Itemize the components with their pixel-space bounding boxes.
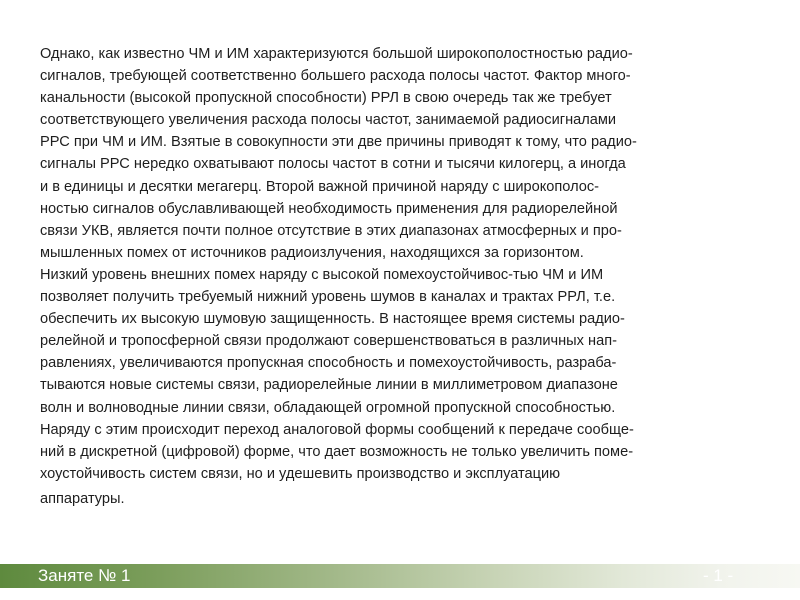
footer-title: Заняте № 1 [38,566,131,585]
text-line: равлениях, увеличиваются пропускная способность и помехоустойчивость, разраба- [40,355,617,372]
text-line: Однако, как известно ЧМ и ИМ характеризуются большой широкополостностью радио- [40,46,633,62]
text-line: хоустойчивость систем связи, но и удешевить производство и эксплуатацию [40,465,561,482]
text-line: сигналов, требующей соответственно большего расхода полосы частот. Фактор много- [40,68,631,85]
body-text [40,43,775,510]
text-line: обеспечить их высокую шумовую защищенность. В настоящее время системы радио- [40,311,625,328]
text-line: релейной и тропосферной связи продолжают совершенствоваться в различных нап- [40,333,617,350]
text-line: соответствующего увеличения расхода полосы частот, занимаемой радиосигналами [40,112,617,129]
text-line: РРС при ЧМ и ИМ. Взятые в совокупности эти две причины приводят к тому, что радио- [40,134,637,151]
text-line: связи УКВ, является почти полное отсутствие в этих диапазонах атмосферных и про- [40,222,622,239]
footer-bar [0,564,800,588]
text-line: ний в дискретной (цифровой) форме, что дает возможность не только увеличить поме- [40,443,634,460]
text-line: и в единицы и десятки мегагерц. Второй важной причиной наряду с широкополос- [40,178,600,195]
text-line: Наряду с этим происходит переход аналоговой формы сообщений к передаче сообще- [40,421,634,438]
text-line: позволяет получить требуемый нижний уровень шумов в каналах и трактах РРЛ, т.е. [40,289,616,306]
text-line: Низкий уровень внешних помех наряду с высокой помехоустойчивос-тью ЧМ и ИМ [40,266,604,283]
text-line: аппаратуры. [40,490,125,507]
page-number: - 1 - [703,566,734,585]
text-line: мышленных помех от источников радиоизлучения, находящихся за горизонтом. [40,244,584,261]
text-line: канальности (высокой пропускной способности) РРЛ в свою очередь так же требует [40,90,612,107]
text-line: сигналы РРС нередко охватывают полосы частот в сотни и тысячи килогерц, а иногда [40,156,626,173]
text-line: волн и волноводные линии связи, обладающей огромной пропускной способностью. [40,399,616,416]
text-line: ностью сигналов обуславливающей необходимость применения для радиорелейной [40,200,618,217]
text-line: тываются новые системы связи, радиорелейные линии в миллиметровом диапазоне [40,377,618,394]
